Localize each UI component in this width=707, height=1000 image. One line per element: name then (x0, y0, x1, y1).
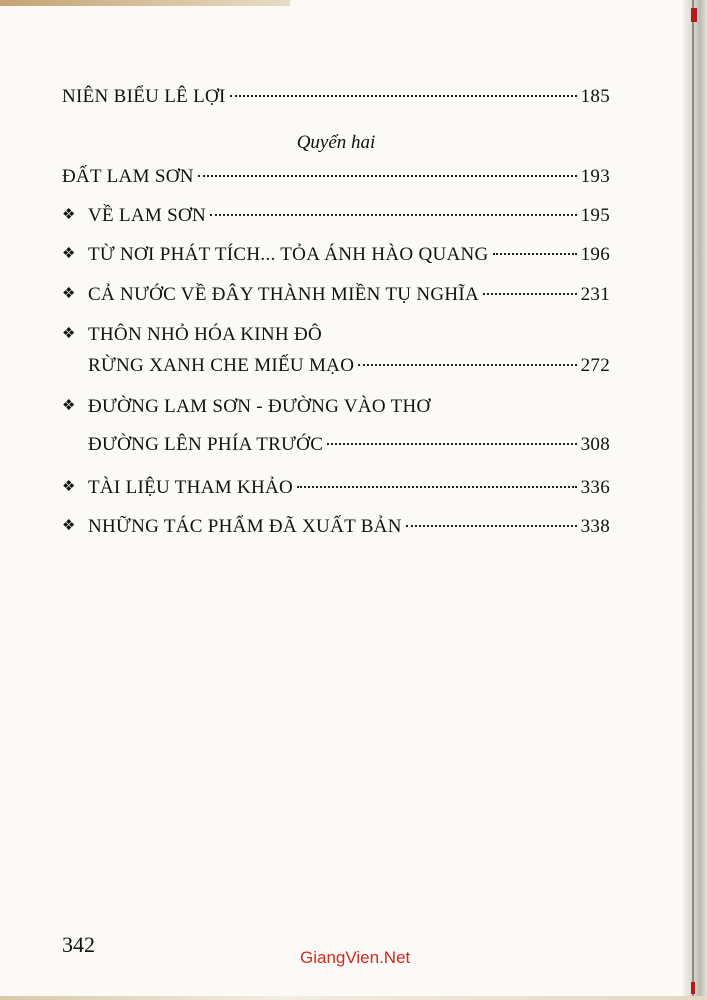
toc-entry-page: 193 (580, 166, 610, 187)
toc-entry-title: TÀI LIỆU THAM KHẢO (88, 477, 294, 498)
toc-entry-title: VỀ LAM SƠN (88, 205, 207, 226)
toc-entry-title-line2: ĐƯỜNG LÊN PHÍA TRƯỚC (88, 434, 324, 455)
bullet-icon: ❖ (62, 286, 76, 302)
watermark: GiangVien.Net (300, 948, 411, 967)
dot-leader (493, 253, 577, 255)
dot-leader (327, 443, 576, 445)
toc-entry-title: ĐẤT LAM SƠN (62, 166, 194, 187)
dot-leader (230, 95, 577, 97)
toc-entry-thon-nho (62, 324, 610, 384)
page-bottom-edge (0, 996, 707, 1000)
dot-leader (358, 364, 576, 366)
dot-leader (406, 525, 577, 527)
bullet-icon: ❖ (62, 246, 76, 262)
red-edge-mark-bottom (691, 982, 695, 994)
toc-entry-title-line1: THÔN NHỎ HÓA KINH ĐÔ (88, 324, 322, 345)
toc-entry-page: 196 (580, 244, 610, 265)
toc-entry-nhung-tac-pham (62, 516, 610, 544)
toc-entry-page: 231 (580, 284, 610, 305)
toc-entry-dat-lam-son (62, 166, 610, 194)
toc-entry-tai-lieu (62, 477, 610, 505)
toc-entry-page: 185 (580, 86, 610, 107)
toc-entry-title: TỪ NƠI PHÁT TÍCH... TỎA ÁNH HÀO QUANG (88, 244, 489, 265)
dot-leader (297, 486, 577, 488)
section-heading: Quyển hai (296, 132, 376, 153)
page-top-edge (0, 0, 290, 6)
toc-entry-tu-noi-phat-tich (62, 244, 610, 272)
dot-leader (198, 175, 577, 177)
toc-entry-title-line2: RỪNG XANH CHE MIẾU MẠO (88, 355, 355, 376)
toc-entry-duong-lam-son (62, 396, 610, 462)
bullet-icon: ❖ (62, 326, 76, 342)
page-number: 342 (62, 932, 95, 957)
toc-entry-title-line1: ĐƯỜNG LAM SƠN - ĐƯỜNG VÀO THƠ (88, 396, 431, 417)
toc-entry-ve-lam-son (62, 205, 610, 233)
bullet-icon: ❖ (62, 398, 76, 414)
dot-leader (483, 293, 577, 295)
bullet-icon: ❖ (62, 207, 76, 223)
toc-entry-nien-bieu (62, 86, 610, 114)
book-spine-edge (683, 0, 707, 1000)
bullet-icon: ❖ (62, 479, 76, 495)
toc-entry-title: CẢ NƯỚC VỀ ĐÂY THÀNH MIỀN TỤ NGHĨA (88, 284, 480, 305)
toc-entry-ca-nuoc (62, 284, 610, 312)
toc-entry-page: 338 (580, 516, 610, 537)
toc-entry-title: NHỮNG TÁC PHẨM ĐÃ XUẤT BẢN (88, 516, 402, 537)
red-edge-mark (691, 8, 697, 22)
bullet-icon: ❖ (62, 518, 76, 534)
dot-leader (210, 214, 577, 216)
toc-entry-page: 336 (580, 477, 610, 498)
toc-entry-page: 308 (580, 434, 610, 455)
toc-entry-page: 195 (580, 205, 610, 226)
toc-entry-page: 272 (580, 355, 610, 376)
toc-entry-title: NIÊN BIỂU LÊ LỢI (62, 86, 226, 107)
